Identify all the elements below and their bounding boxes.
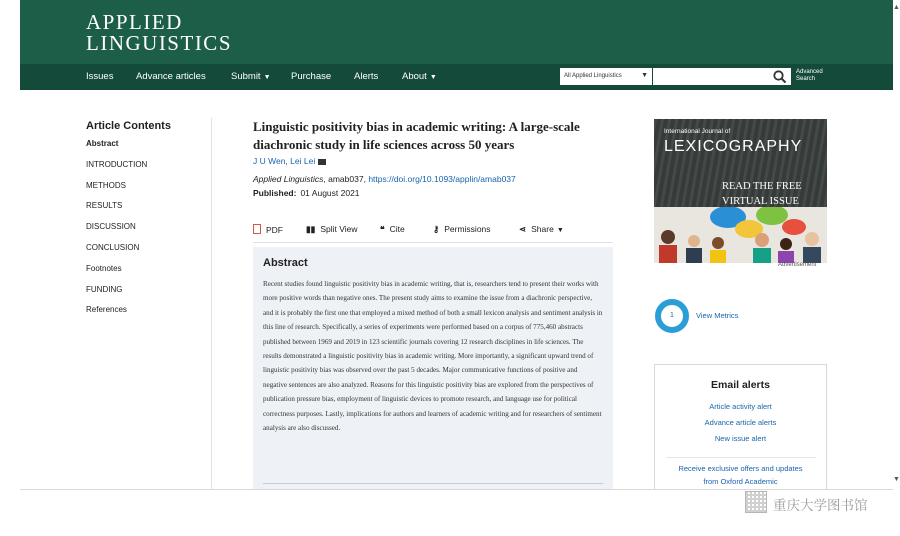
watermark-text: 重庆大学图书馆 [773, 498, 868, 513]
chevron-down-icon: ▼ [641, 72, 648, 79]
ad-journal-of: International Journal of [664, 128, 731, 135]
toolbar-divider [253, 242, 613, 243]
toc-item-abstract[interactable]: Abstract [86, 139, 119, 148]
ad-title: LEXICOGRAPHY [664, 138, 803, 155]
new-issue-alert-link[interactable]: New issue alert [714, 434, 767, 443]
nav-submit[interactable] [231, 71, 271, 82]
nav-alerts[interactable]: Alerts [354, 71, 379, 82]
toc-item-conclusion[interactable]: CONCLUSION [86, 242, 140, 252]
advanced-search-line2: Search [796, 76, 816, 82]
doi-link[interactable]: https://doi.org/10.1093/applin/amab037 [368, 174, 516, 184]
scroll-up-arrow-icon[interactable]: ▲ [893, 4, 900, 11]
split-view-button[interactable] [306, 224, 358, 235]
split-view-label: Split View [320, 224, 358, 234]
search-scope-select[interactable] [560, 68, 652, 85]
toc-item-footnotes[interactable]: Footnotes [86, 263, 122, 273]
site-header [20, 0, 893, 64]
author-links[interactable]: J U Wen, Lei Lei [253, 156, 316, 166]
offer-line1: Receive exclusive offers and updates [678, 464, 803, 473]
logo-line1: APPLIED [86, 10, 183, 34]
chevron-down-icon: ▼ [429, 74, 437, 81]
abstract-heading: Abstract [263, 257, 308, 269]
ad-read-text [722, 179, 802, 209]
share-button[interactable] [519, 224, 564, 235]
toc-item-funding[interactable]: FUNDING [86, 284, 123, 294]
advanced-search-line1: Advanced [796, 69, 823, 75]
page-bottom-edge [20, 489, 893, 490]
main-nav [20, 64, 893, 90]
permissions-button[interactable] [433, 224, 491, 235]
toc-item-methods[interactable]: METHODS [86, 180, 126, 190]
ad-read-line2: VIRTUAL ISSUE [722, 196, 799, 207]
search-icon[interactable] [772, 69, 788, 84]
nav-issues[interactable]: Issues [86, 71, 114, 82]
search-input[interactable] [653, 68, 791, 85]
view-metrics-link[interactable]: View Metrics [696, 311, 739, 320]
people-illustration [654, 207, 827, 263]
pdf-button[interactable] [253, 224, 283, 235]
logo-line2: LINGUISTICS [86, 31, 232, 55]
published-line [253, 188, 613, 198]
article-main [253, 118, 613, 433]
split-view-icon: ▮▮ [306, 224, 316, 234]
watermark-logo-icon [745, 491, 767, 513]
envelope-icon[interactable] [318, 159, 326, 165]
key-icon: ⚷ [433, 224, 440, 234]
advance-article-alerts-link[interactable]: Advance article alerts [704, 418, 777, 427]
search-scope-value: All Applied Linguistics [564, 73, 622, 79]
published-label: Published: [253, 188, 297, 198]
lexicography-advertisement[interactable] [654, 119, 827, 263]
library-watermark [745, 491, 880, 513]
permissions-label: Permissions [444, 224, 491, 234]
nav-purchase[interactable]: Purchase [291, 71, 332, 82]
pdf-icon [253, 224, 261, 234]
abstract-divider [263, 483, 603, 484]
ad-read-line1: READ THE FREE [722, 181, 802, 192]
abstract-section [253, 247, 613, 490]
nav-about[interactable] [402, 71, 437, 82]
toc-item-introduction[interactable]: INTRODUCTION [86, 159, 148, 169]
advertisement-label: Advertisement [778, 262, 817, 268]
journal-name: Applied Linguistics [253, 174, 324, 184]
toc-title: Article Contents [86, 120, 171, 132]
pdf-label: PDF [266, 225, 283, 235]
article-contents-nav [86, 120, 171, 326]
share-icon: ⋖ [519, 224, 527, 234]
toc-item-results[interactable]: RESULTS [86, 201, 123, 211]
article-title: Linguistic positivity bias in academic writing: A large-scale diachronic study in life sciences across 50 years [253, 119, 580, 152]
author-list [253, 156, 613, 166]
chevron-down-icon: ▼ [263, 74, 271, 81]
metrics-count: 1 [670, 312, 674, 319]
nav-advance-articles[interactable]: Advance articles [136, 71, 206, 82]
quote-icon: ❝ [380, 224, 385, 234]
email-divider [666, 457, 816, 458]
oxford-offers-link[interactable] [655, 462, 826, 488]
chevron-down-icon: ▼ [556, 227, 564, 234]
offer-line2: from Oxford Academic [703, 477, 778, 486]
email-alerts-panel [654, 364, 827, 490]
citation-line [253, 174, 613, 184]
article-activity-alert-link[interactable]: Article activity alert [709, 402, 772, 411]
browser-page [20, 0, 893, 490]
scroll-down-arrow-icon[interactable]: ▼ [893, 476, 900, 483]
article-id: , amab037, [323, 174, 366, 184]
cite-button[interactable] [380, 224, 405, 235]
advanced-search-link[interactable] [796, 69, 823, 83]
toc-item-references[interactable]: References [86, 305, 127, 315]
published-date: 01 August 2021 [300, 188, 360, 198]
article-toolbar [253, 220, 613, 240]
cite-label: Cite [389, 224, 405, 234]
email-alerts-title: Email alerts [711, 379, 770, 391]
share-label: Share [531, 224, 554, 234]
nav-about-label: About [402, 71, 427, 82]
nav-submit-label: Submit [231, 71, 261, 82]
toc-item-discussion[interactable]: DISCUSSION [86, 222, 136, 232]
journal-logo[interactable] [86, 12, 232, 54]
toc-divider [211, 118, 212, 490]
abstract-text: Recent studies found linguistic positivity bias in academic writing, that is, researchers tend to present their works with more positive words than negative ones. The present study aims to examine the issue from a diachronic perspective, and it is probably the first one that employed a mixed method of both a small lexicon analysis and sentiment analysis in this line of research. Specifically, a series of experiments were performed based on a corpus of 775,460 abstracts published between 1969 and 2019 in 123 scientific journals covering 12 research disciplines in life sciences. The results demonstrated a linguistic positivity bias in academic writing. More importantly, a significant upward trend of linguistic positivity bias was observed over the past 5 decades. Major communicative functions of positive and negative sentences are also analyzed. Reasons for this linguistic positivity bias are explored from the perspectives of publication pressure bias, employment of linguistic devices to promote research, and language use for political correctness purposes. Lastly, implications for authors and learners of academic writing and for researchers of sentiment analysis are also discussed. [263, 280, 603, 433]
